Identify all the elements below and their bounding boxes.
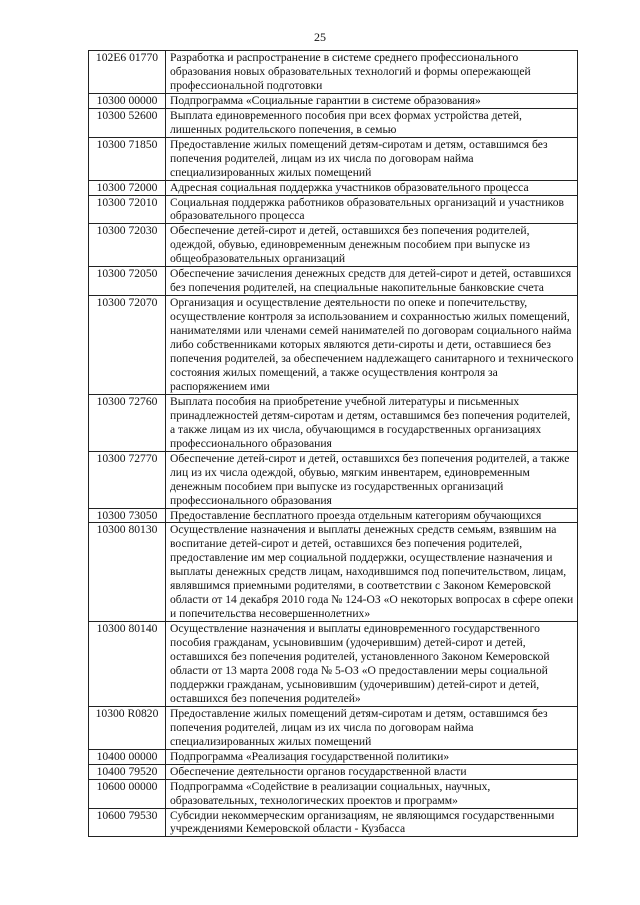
row-description: Предоставление жилых помещений детям-сиротам и детям, оставшимся без попечения родителей, лицам из их числа по договорам найма специализированных жилых помещений [166,706,578,749]
row-description: Предоставление бесплатного проезда отдельным категориям обучающихся [166,508,578,523]
table-row [89,451,578,508]
table-row [89,180,578,195]
row-code: 10300 73050 [89,508,166,523]
table-row [89,93,578,108]
row-description: Предоставление жилых помещений детям-сиротам и детям, оставшимся без попечения родителей, лицам из их числа по договорам найма специализированных жилых помещений [166,137,578,180]
row-description: Подпрограмма «Реализация государственной политики» [166,749,578,764]
row-description: Обеспечение зачисления денежных средств для детей-сирот и детей, оставшихся без попечения родителей, на специальные накопительные банковские счета [166,267,578,296]
table-row [89,706,578,749]
table-row [89,764,578,779]
row-code: 10600 00000 [89,779,166,808]
row-description: Выплата пособия на приобретение учебной литературы и письменных принадлежностей детям-сиротам и детям, оставшимся без попечения родителей, а также лицам из их числа, обучающимся в государственных организациях профессионального образования [166,394,578,451]
table-row [89,523,578,622]
table-row [89,394,578,451]
table-row [89,137,578,180]
row-description: Обеспечение деятельности органов государственной власти [166,764,578,779]
row-description: Адресная социальная поддержка участников образовательного процесса [166,180,578,195]
budget-classification-table [88,50,578,837]
table-row [89,267,578,296]
table-row [89,296,578,395]
table-row [89,108,578,137]
row-code: 10300 72030 [89,224,166,267]
row-description: Подпрограмма «Социальные гарантии в системе образования» [166,93,578,108]
row-code: 10300 72770 [89,451,166,508]
row-code: 10300 R0820 [89,706,166,749]
row-description: Разработка и распространение в системе среднего профессионального образования новых образовательных технологий и формы опережающей профессиональной подготовки [166,51,578,94]
page-number: 25 [314,30,326,44]
row-description: Осуществление назначения и выплаты денежных средств семьям, взявшим на воспитание детей-сирот и детей, оставшихся без попечения родителей, предоставление им мер социальной поддержки, осуществление назначения и выплаты денежных средств лицам, находившимся под попечительством, лицам, являвшимся приемными родителями, в соответствии с Законом Кемеровской области от 14 декабря 2010 года № 124-ОЗ «О некоторых вопросах в сфере опеки и попечительства несовершеннолетних» [166,523,578,622]
table-row [89,808,578,837]
row-code: 10600 79530 [89,808,166,837]
row-code: 10300 52600 [89,108,166,137]
row-code: 10300 72070 [89,296,166,395]
row-code: 10300 80140 [89,622,166,707]
table-row [89,195,578,224]
row-code: 10300 80130 [89,523,166,622]
row-description: Обеспечение детей-сирот и детей, оставшихся без попечения родителей, одеждой, обувью, единовременным денежным пособием при выпуске из общеобразовательных организаций [166,224,578,267]
row-description: Выплата единовременного пособия при всех формах устройства детей, лишенных родительского попечения, в семью [166,108,578,137]
row-code: 102Е6 01770 [89,51,166,94]
row-code: 10300 72050 [89,267,166,296]
table-row [89,224,578,267]
row-code: 10400 79520 [89,764,166,779]
table-row [89,622,578,707]
row-code: 10300 71850 [89,137,166,180]
row-code: 10300 72010 [89,195,166,224]
table-row [89,51,578,94]
row-description: Обеспечение детей-сирот и детей, оставшихся без попечения родителей, а также лиц из их числа одеждой, обувью, мягким инвентарем, единовременным денежным пособием при выпуске из государственных организаций профессионального образования [166,451,578,508]
row-description: Подпрограмма «Содействие в реализации социальных, научных, образовательных, технологических проектов и программ» [166,779,578,808]
row-code: 10300 72000 [89,180,166,195]
row-code: 10300 72760 [89,394,166,451]
row-description: Субсидии некоммерческим организациям, не являющимся государственными учреждениями Кемеровской области - Кузбасса [166,808,578,837]
table-row [89,779,578,808]
table-row [89,749,578,764]
table-row [89,508,578,523]
row-description: Организация и осуществление деятельности по опеке и попечительству, осуществление контроля за использованием и сохранностью жилых помещений, нанимателями или членами семей нанимателей по договорам социального найма либо собственниками которых являются дети-сироты и дети, оставшиеся без попечения родителей, за обеспечением надлежащего санитарного и технического состояния жилых помещений, а также осуществления контроля за распоряжением ими [166,296,578,395]
row-code: 10300 00000 [89,93,166,108]
row-code: 10400 00000 [89,749,166,764]
row-description: Социальная поддержка работников образовательных организаций и участников образовательного процесса [166,195,578,224]
row-description: Осуществление назначения и выплаты единовременного государственного пособия гражданам, усыновившим (удочерившим) детей-сирот и детей, оставшихся без попечения родителей, установленного Законом Кемеровской области от 13 марта 2008 года № 5-ОЗ «О предоставлении меры социальной поддержки гражданам, усыновившим (удочерившим) детей-сирот и детей, оставшихся без попечения родителей» [166,622,578,707]
